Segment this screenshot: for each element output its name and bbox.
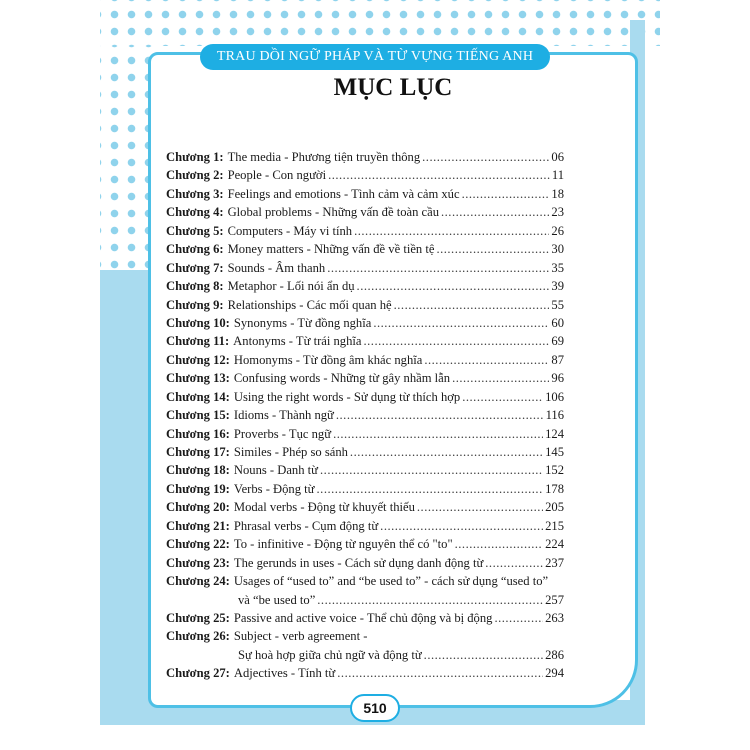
toc-chapter-label: Chương 5: [166,223,224,238]
toc-chapter-label: Chương 24: [166,574,230,589]
toc-leader-dots [336,408,544,423]
toc-row [166,445,564,463]
toc-entry-text: Usages of “used to” and “be used to” - cách sử dụng “used to” [233,574,549,589]
toc-leader-dots [327,261,549,276]
toc-chapter-label: Chương 6: [166,242,224,257]
toc-page-number: 294 [545,666,564,681]
toc-leader-dots [364,334,550,349]
toc-entry-text: Homonyms - Từ đồng âm khác nghĩa [233,352,423,367]
toc-leader-dots [455,537,543,552]
toc-page-number: 205 [545,500,564,515]
toc-leader-dots [317,482,544,497]
toc-chapter-label: Chương 22: [166,537,230,552]
toc-leader-dots [328,168,550,183]
toc-leader-dots [354,224,549,239]
toc-leader-dots [422,150,549,165]
toc-entry-text: Idioms - Thành ngữ [233,408,334,423]
toc-entry-text: Subject - verb agreement - [233,629,368,644]
toc-page-number: 06 [551,150,564,164]
toc-entry-text: Nouns - Danh từ [233,463,319,478]
toc-page-number: 69 [551,334,564,349]
toc-entry-text: Phrasal verbs - Cụm động từ [233,518,379,533]
toc-row [166,390,564,408]
toc-chapter-label: Chương 13: [166,371,230,386]
toc-leader-dots [337,666,543,681]
toc-row [166,334,564,352]
toc-entry-text: Using the right words - Sử dụng từ thích hợp [233,389,461,404]
toc-chapter-label: Chương 18: [166,463,230,478]
toc-leader-dots [417,500,543,515]
toc-entry-text: Money matters - Những vấn đề về tiền tệ [227,242,435,257]
table-of-contents [166,150,564,685]
toc-chapter-label: Chương 14: [166,389,230,404]
toc-chapter-label: Chương 21: [166,518,230,533]
toc-leader-dots [317,593,543,608]
toc-chapter-label: Chương 17: [166,445,230,459]
toc-chapter-label: Chương 4: [166,205,224,220]
toc-row [166,629,564,647]
toc-entry-text: Antonyms - Từ trái nghĩa [233,334,362,349]
toc-entry-text: Modal verbs - Động từ khuyết thiếu [233,500,415,515]
toc-entry-text: Verbs - Động từ [233,481,315,496]
toc-chapter-label: Chương 15: [166,408,230,423]
toc-page-number: 35 [551,260,564,275]
toc-row [166,574,564,592]
toc-page-number: 11 [551,168,564,183]
toc-leader-dots [424,648,543,663]
toc-entry-text: Confusing words - Những từ gây nhầm lẫn [233,371,451,386]
toc-row [166,427,564,445]
toc-page-number: 96 [551,371,564,386]
toc-page-number: 106 [545,389,564,404]
toc-row [166,408,564,426]
toc-row [166,168,564,186]
toc-row [166,279,564,297]
toc-leader-dots [494,611,543,626]
toc-chapter-label: Chương 19: [166,481,230,496]
toc-leader-dots [320,463,543,478]
toc-page-number: 39 [551,279,564,294]
toc-row [166,666,564,684]
toc-chapter-label: Chương 25: [166,610,230,625]
toc-entry-text: Global problems - Những vấn đề toàn cầu [227,205,439,220]
toc-entry-text: Passive and active voice - Thể chủ động và bị động [233,610,493,625]
toc-chapter-label: Chương 3: [166,186,224,201]
toc-row [166,150,564,168]
toc-page-number: 224 [545,537,564,552]
toc-page-number: 30 [551,242,564,257]
toc-row [166,187,564,205]
header-banner: TRAU DỒI NGỮ PHÁP VÀ TỪ VỰNG TIẾNG ANH [200,44,550,70]
toc-page-number: 26 [551,223,564,238]
toc-leader-dots [436,242,549,257]
toc-chapter-label: Chương 9: [166,297,224,312]
toc-row [166,556,564,574]
toc-page-number: 152 [545,463,564,478]
toc-page-number: 18 [551,186,564,201]
toc-row [166,593,564,611]
toc-chapter-label: Chương 12: [166,352,230,367]
toc-entry-text: People - Con người [227,168,327,183]
toc-page-number: 55 [551,297,564,312]
toc-entry-text: The media - Phương tiện truyền thông [227,150,421,164]
toc-chapter-label: Chương 11: [166,334,230,349]
toc-row [166,463,564,481]
toc-page-number: 60 [551,315,564,330]
toc-chapter-label: Chương 2: [166,168,224,183]
toc-leader-dots [373,316,549,331]
toc-entry-text: The gerunds in uses - Cách sử dụng danh động từ [233,555,484,570]
toc-leader-dots [462,187,550,202]
toc-row [166,316,564,334]
toc-row [166,353,564,371]
toc-chapter-label: Chương 10: [166,315,230,330]
toc-entry-text: Sounds - Âm thanh [227,260,326,275]
toc-entry-text: Adjectives - Tính từ [233,666,336,681]
toc-page-number: 237 [545,555,564,570]
toc-entry-text: Feelings and emotions - Tình cảm và cảm xúc [227,186,460,201]
toc-page-number: 124 [545,426,564,441]
toc-chapter-label: Chương 16: [166,426,230,441]
toc-page-number: 23 [551,205,564,220]
toc-page-number: 87 [551,352,564,367]
toc-entry-text: và “be used to” [238,592,316,607]
toc-leader-dots [485,556,543,571]
toc-page-number: 257 [545,592,564,607]
toc-entry-text: Synonyms - Từ đồng nghĩa [233,315,372,330]
toc-leader-dots [357,279,550,294]
toc-chapter-label: Chương 1: [166,150,224,164]
dot-pattern [100,0,660,46]
toc-page-number: 215 [545,518,564,533]
toc-leader-dots [350,445,543,460]
toc-entry-text: Relationships - Các mối quan hệ [227,297,392,312]
toc-row [166,298,564,316]
toc-chapter-label: Chương 27: [166,666,230,681]
toc-row [166,242,564,260]
toc-entry-text: To - infinitive - Động từ nguyên thể có "to" [233,537,453,552]
toc-chapter-label: Chương 26: [166,629,230,644]
toc-entry-text: Sự hoà hợp giữa chủ ngữ và động từ [238,647,422,662]
toc-leader-dots [452,371,549,386]
toc-row [166,519,564,537]
toc-leader-dots [462,390,543,405]
toc-row [166,261,564,279]
toc-chapter-label: Chương 7: [166,260,224,275]
toc-leader-dots [380,519,543,534]
toc-entry-text: Computers - Máy vi tính [227,223,353,238]
toc-row [166,648,564,666]
toc-leader-dots [441,205,549,220]
toc-page-number: 145 [545,445,564,459]
toc-chapter-label: Chương 8: [166,279,224,294]
toc-entry-text: Proverbs - Tục ngữ [233,426,332,441]
toc-row [166,611,564,629]
toc-page-number: 286 [545,647,564,662]
toc-leader-dots [333,427,543,442]
toc-row [166,482,564,500]
page-title: MỤC LỤC [333,74,453,101]
toc-page-number: 263 [545,610,564,625]
toc-leader-dots [424,353,549,368]
toc-leader-dots [394,298,550,313]
toc-row [166,371,564,389]
toc-page-number: 178 [545,481,564,496]
toc-entry-text: Similes - Phép so sánh [233,445,348,459]
toc-chapter-label: Chương 20: [166,500,230,515]
toc-row [166,537,564,555]
toc-row [166,224,564,242]
toc-chapter-label: Chương 23: [166,555,230,570]
toc-row [166,205,564,223]
toc-page-number: 116 [545,408,564,423]
toc-entry-text: Metaphor - Lối nói ẩn dụ [227,279,355,294]
page-number: 510 [350,694,400,722]
toc-row [166,500,564,518]
